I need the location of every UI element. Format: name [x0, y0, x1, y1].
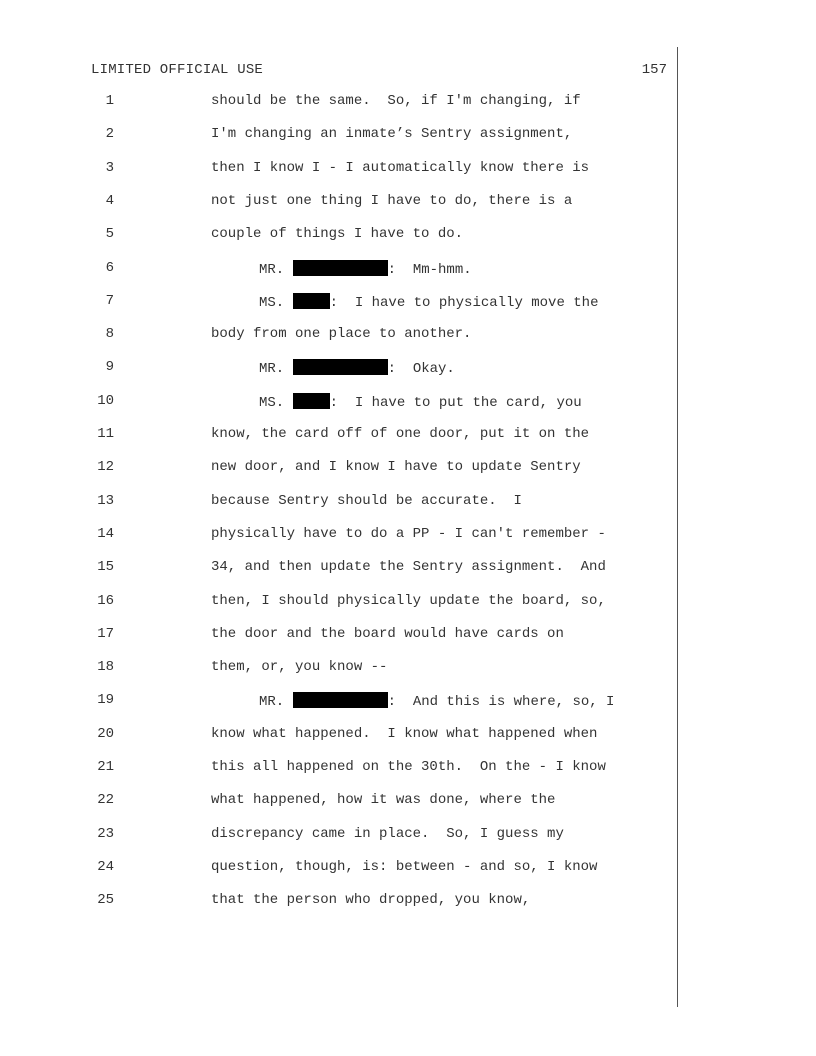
line-number: 18 [97, 659, 114, 676]
transcript-line [0, 126, 816, 146]
transcript-line [0, 260, 816, 280]
line-number: 14 [97, 525, 114, 542]
line-text: physically have to do a PP - I can't remember - [211, 525, 606, 542]
line-number: 2 [105, 126, 114, 143]
speaker-line-text [259, 359, 455, 377]
line-number: 17 [97, 625, 114, 642]
transcript-line [0, 393, 816, 413]
line-number: 22 [97, 792, 114, 809]
line-text: this all happened on the 30th. On the - I know [211, 759, 606, 775]
speaker-title: MR. [259, 694, 285, 711]
speaker-title: MS. [259, 294, 285, 311]
speaker-title: MR. [259, 361, 285, 378]
line-text: know, the card off of one door, put it on the [211, 426, 590, 442]
transcript-line [0, 759, 816, 779]
transcript-line [0, 326, 816, 346]
line-number: 1 [105, 93, 114, 109]
line-text: then I know I - I automatically know there is [211, 159, 590, 176]
line-number: 19 [97, 692, 114, 709]
transcript-line [0, 193, 816, 213]
transcript-line [0, 526, 816, 546]
speaker-title: MR. [259, 261, 285, 278]
line-number: 11 [97, 426, 114, 442]
line-text: couple of things I have to do. [211, 226, 464, 243]
transcript-line [0, 892, 816, 912]
transcript-line [0, 359, 816, 379]
line-text: should be the same. So, if I'm changing, if [211, 93, 581, 109]
line-number: 9 [105, 359, 114, 376]
classification-header: LIMITED OFFICIAL USE [91, 62, 264, 78]
line-text: not just one thing I have to do, there is a [211, 192, 573, 209]
line-text: the door and the board would have cards on [211, 625, 564, 642]
line-text: because Sentry should be accurate. I [211, 492, 522, 509]
transcript-line [0, 593, 816, 613]
speech-text: : Okay. [387, 361, 455, 378]
line-number: 6 [105, 259, 114, 276]
transcript-line [0, 93, 816, 113]
line-text: body from one place to another. [211, 326, 472, 343]
line-text: discrepancy came in place. So, I guess my [211, 825, 564, 842]
speaker-line-text [259, 692, 614, 710]
redaction-box [293, 359, 388, 375]
transcript-line [0, 426, 816, 446]
line-number: 5 [105, 226, 114, 243]
line-text: 34, and then update the Sentry assignment. And [211, 559, 606, 576]
transcript-line [0, 726, 816, 746]
transcript-line [0, 826, 816, 846]
line-number: 8 [105, 326, 114, 343]
transcript-line [0, 226, 816, 246]
transcript-line [0, 692, 816, 712]
transcript-line [0, 859, 816, 879]
line-text: them, or, you know -- [211, 659, 388, 676]
line-text: know what happened. I know what happened when [211, 725, 598, 742]
redaction-box [293, 692, 388, 708]
transcript-line [0, 792, 816, 812]
line-number: 12 [97, 459, 114, 476]
line-text: new door, and I know I have to update Sentry [211, 459, 581, 476]
redaction-box [293, 393, 330, 409]
line-number: 16 [97, 592, 114, 609]
speech-text: : I have to put the card, you [329, 394, 582, 411]
line-number: 20 [97, 725, 114, 742]
speaker-line-text [259, 293, 598, 311]
transcript-line [0, 160, 816, 180]
line-number: 15 [97, 559, 114, 576]
line-number: 10 [97, 392, 114, 409]
line-text: that the person who dropped, you know, [211, 892, 531, 909]
line-number: 3 [105, 159, 114, 176]
line-text: question, though, is: between - and so, I know [211, 858, 598, 875]
transcript-line [0, 493, 816, 513]
line-number: 25 [97, 892, 114, 909]
line-number: 13 [97, 492, 114, 509]
transcript-line [0, 626, 816, 646]
speech-text: : And this is where, so, I [387, 694, 615, 711]
line-number: 24 [97, 858, 114, 875]
line-number: 4 [105, 192, 114, 209]
line-text: what happened, how it was done, where the [211, 792, 556, 809]
speaker-title: MS. [259, 394, 285, 411]
speaker-line-text [259, 260, 472, 278]
speech-text: : Mm-hmm. [387, 261, 472, 278]
line-text: I'm changing an inmate’s Sentry assignment, [211, 126, 573, 143]
transcript-line [0, 293, 816, 313]
transcript-line [0, 559, 816, 579]
line-number: 7 [105, 292, 114, 309]
redaction-box [293, 260, 388, 276]
page-number: 157 [641, 62, 667, 78]
transcript-line [0, 459, 816, 479]
line-number: 23 [97, 825, 114, 842]
line-number: 21 [97, 759, 114, 775]
line-text: then, I should physically update the board, so, [211, 592, 606, 609]
transcript-line [0, 659, 816, 679]
speech-text: : I have to physically move the [329, 294, 599, 311]
speaker-line-text [259, 393, 582, 411]
redaction-box [293, 293, 330, 309]
